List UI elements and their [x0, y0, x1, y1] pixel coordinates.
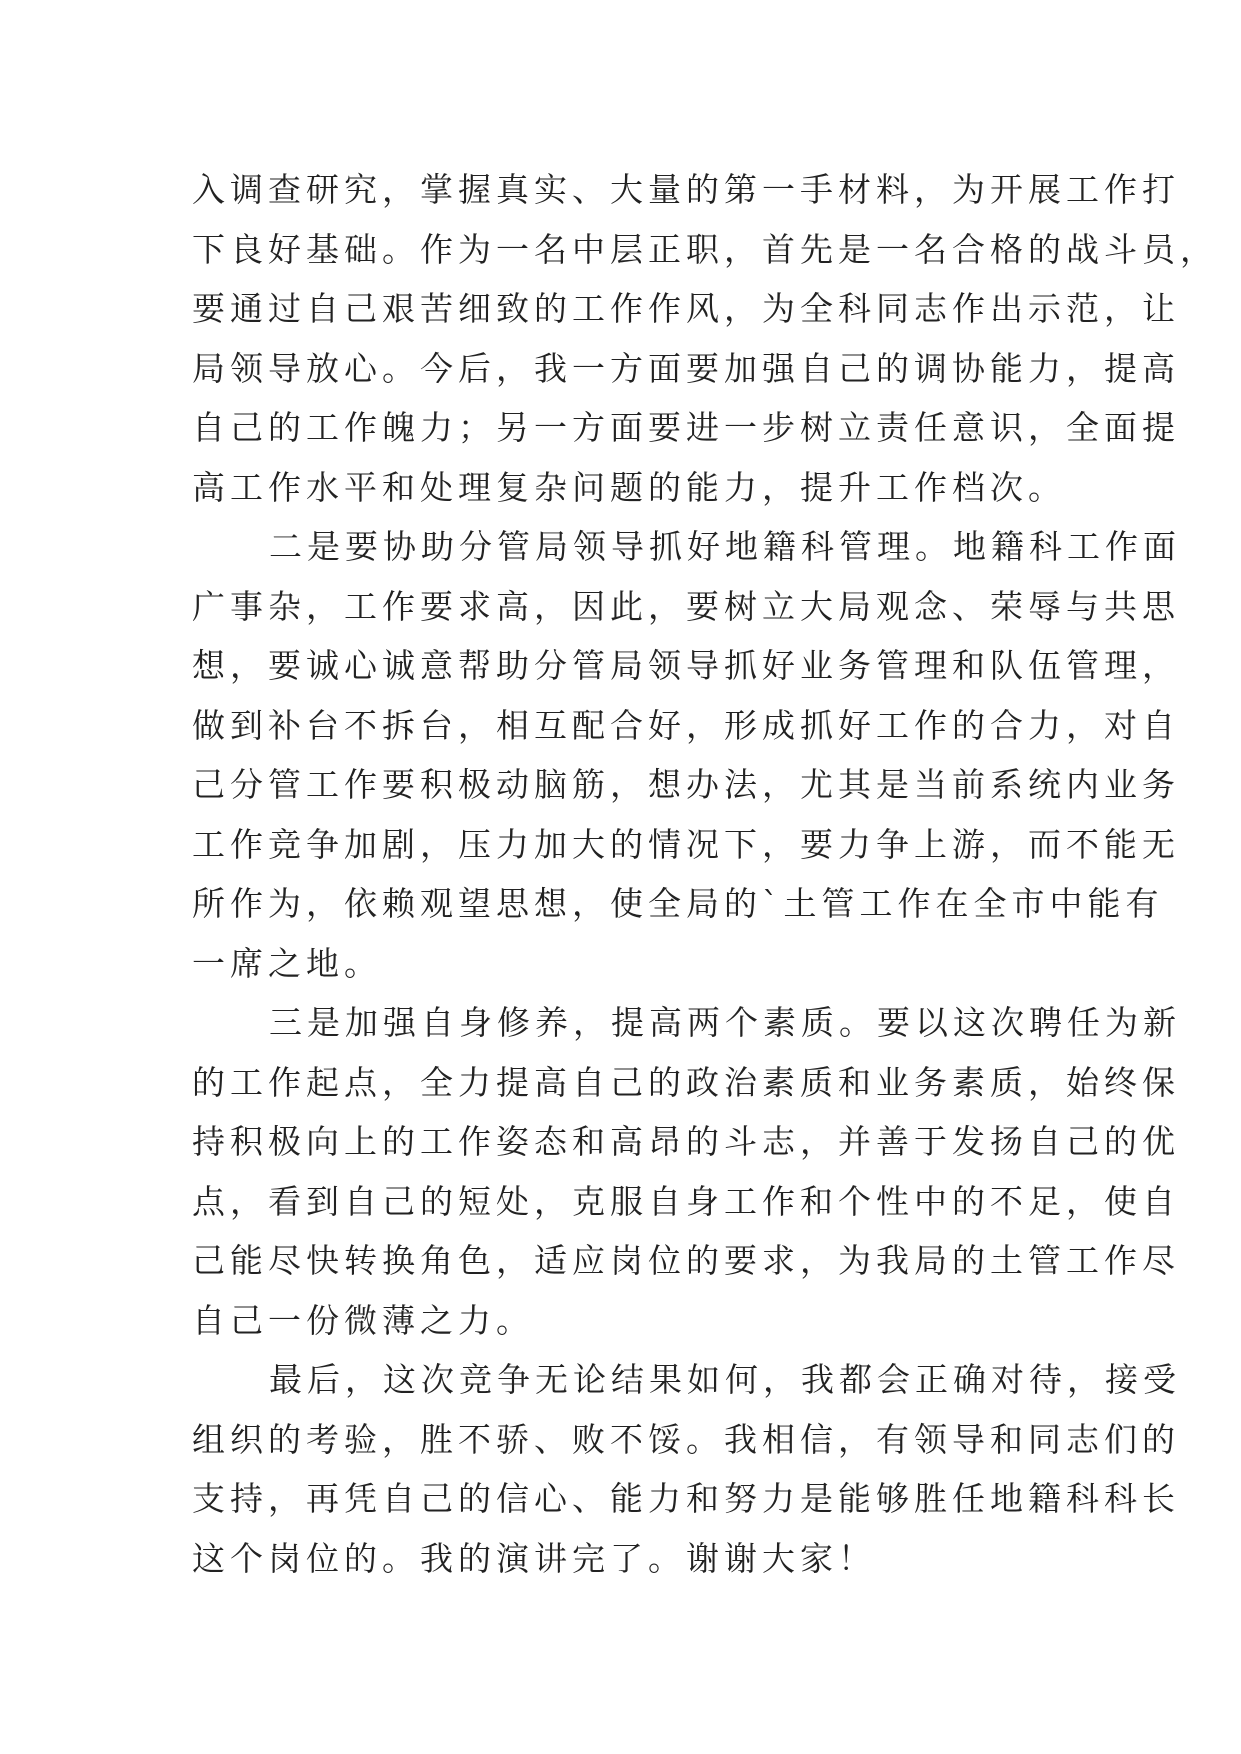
- text-line: 支持，再凭自己的信心、能力和努力是能够胜任地籍科科长: [192, 1479, 1180, 1518]
- text-line: 想，要诚心诚意帮助分管局领导抓好业务管理和队伍管理，: [192, 646, 1180, 685]
- text-line: 最后，这次竞争无论结果如何，我都会正确对待，接受: [269, 1360, 1181, 1399]
- text-line: 高工作水平和处理复杂问题的能力，提升工作档次。: [192, 467, 1066, 507]
- text-line: 三是加强自身修养，提高两个素质。要以这次聘任为新: [269, 1003, 1181, 1042]
- text-line: 下良好基础。作为一名中层正职，首先是一名合格的战斗员，: [192, 229, 1218, 269]
- text-line: 入调查研究，掌握真实、大量的第一手材料，为开展工作打: [192, 170, 1180, 209]
- text-line: 自己一份微薄之力。: [192, 1300, 534, 1340]
- paragraph: [192, 517, 1181, 993]
- paragraph: [192, 1350, 1181, 1588]
- text-line: 组织的考验，胜不骄、败不馁。我相信，有领导和同志们的: [192, 1419, 1180, 1459]
- text-line: 广事杂，工作要求高，因此，要树立大局观念、荣辱与共思: [192, 586, 1180, 626]
- text-line: 己分管工作要积极动脑筋，想办法，尤其是当前系统内业务: [192, 765, 1180, 804]
- text-line: 二是要协助分管局领导抓好地籍科管理。地籍科工作面: [269, 527, 1181, 566]
- text-line: 工作竞争加剧，压力加大的情况下，要力争上游，而不能无: [192, 824, 1180, 864]
- text-line: 持积极向上的工作姿态和高昂的斗志，并善于发扬自己的优: [192, 1122, 1180, 1161]
- text-line: 的工作起点，全力提高自己的政治素质和业务素质，始终保: [192, 1062, 1180, 1102]
- text-line: 点，看到自己的短处，克服自身工作和个性中的不足，使自: [192, 1181, 1180, 1221]
- paragraph: [192, 993, 1181, 1350]
- text-line: 这个岗位的。我的演讲完了。谢谢大家！: [192, 1538, 876, 1578]
- document-body: [192, 160, 1218, 1588]
- text-line: 做到补台不拆台，相互配合好，形成抓好工作的合力，对自: [192, 705, 1180, 745]
- text-line: 局领导放心。今后，我一方面要加强自己的调协能力，提高: [192, 348, 1180, 388]
- text-line: 自己的工作魄力；另一方面要进一步树立责任意识，全面提: [192, 408, 1180, 447]
- text-line: 己能尽快转换角色，适应岗位的要求，为我局的土管工作尽: [192, 1241, 1180, 1280]
- text-line: 所作为，依赖观望思想，使全局的`土管工作在全市中能有: [192, 884, 1164, 923]
- text-line: 一席之地。: [192, 943, 382, 983]
- text-line: 要通过自己艰苦细致的工作作风，为全科同志作出示范，让: [192, 289, 1180, 328]
- paragraph: [192, 160, 1218, 517]
